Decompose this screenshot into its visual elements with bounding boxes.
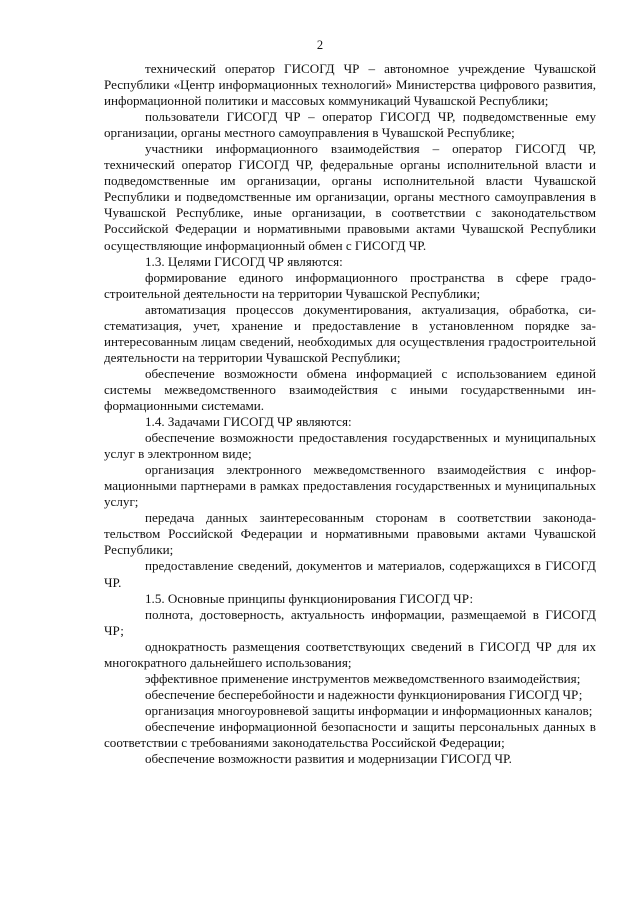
- paragraph-users: пользователи ГИСОГД ЧР – оператор ГИСОГД ЧР, подведомственные ему организации, органы местного самоуправления в Чувашской Республике;: [104, 109, 596, 141]
- paragraph-principle-protection: организация многоуровневой защиты информации и информационных каналов;: [145, 702, 593, 718]
- paragraph-principle-single-entry: однократность размещения соответствующих сведений в ГИСОГД ЧР для их многократного дальнейшего использования;: [104, 638, 596, 670]
- page-number: 2: [316, 38, 324, 52]
- paragraph-task-provision: предоставление сведений, документов и материалов, содержащихся в ГИСОГД ЧР.: [104, 558, 596, 590]
- section-heading-principles: 1.5. Основные принципы функционирования ГИСОГД ЧР:: [145, 590, 474, 606]
- paragraph-technical-operator: технический оператор ГИСОГД ЧР – автономное учреждение Чувашской Республики «Центр информационных технологий» Министерства цифрового развития, информационной политики и массовых коммуникаций Чувашской Республики;: [104, 61, 596, 109]
- paragraph-participants: участники информационного взаимодействия – оператор ГИСОГД ЧР, технический оператор ГИСОГД ЧР, федеральные органы исполнительной власти и подведомственные им организации, органы исполнительной власти Чувашской Республики и подведомственные им организации, органы местного самоуправления в Чувашской Республике, иные организации, в соответствии с законодательством Российской Федерации и нормативными правовыми актами Чувашской Республики осуществляющие информационный обмен с ГИСОГД ЧР.: [104, 141, 596, 253]
- paragraph-principle-completeness: полнота, достоверность, актуальность информации, размещаемой в ГИСОГД ЧР;: [104, 606, 596, 638]
- paragraph-task-interaction: организация электронного межведомственного взаимодействия с информационными партнерами в рамках предоставления государственных и муниципальных услуг;: [104, 462, 596, 510]
- paragraph-goal-exchange: обеспечение возможности обмена информацией с использованием единой системы межведомственного взаимодействия с иными государственными информационными системами.: [104, 365, 596, 413]
- section-heading-goals: 1.3. Целями ГИСОГД ЧР являются:: [145, 253, 343, 269]
- paragraph-principle-security: обеспечение информационной безопасности и защиты персональных данных в соответствии с требованиями законодательства Российской Федерации;: [104, 718, 596, 750]
- paragraph-task-data-transfer: передача данных заинтересованным сторонам в соответствии законодательством Российской Федерации и нормативными правовыми актами Чувашской Республики;: [104, 510, 596, 558]
- paragraph-goal-automation: автоматизация процессов документирования, актуализация, обработка, систематизация, учет, хранение и предоставление в установленном порядке заинтересованным лицам сведений, необходимых для осуществления градостроительной деятельности на территории Чувашской Республики;: [104, 301, 596, 365]
- document-body: [104, 61, 596, 767]
- paragraph-principle-development: обеспечение возможности развития и модернизации ГИСОГД ЧР.: [145, 751, 512, 767]
- paragraph-task-services: обеспечение возможности предоставления государственных и муниципальных услуг в электронном виде;: [104, 430, 596, 462]
- paragraph-goal-unified-space: формирование единого информационного пространства в сфере градостроительной деятельности на территории Чувашской Республики;: [104, 269, 596, 301]
- section-heading-tasks: 1.4. Задачами ГИСОГД ЧР являются:: [145, 414, 352, 430]
- paragraph-principle-reliability: обеспечение бесперебойности и надежности функционирования ГИСОГД ЧР;: [145, 686, 583, 702]
- paragraph-principle-tools: эффективное применение инструментов межведомственного взаимодействия;: [145, 670, 581, 686]
